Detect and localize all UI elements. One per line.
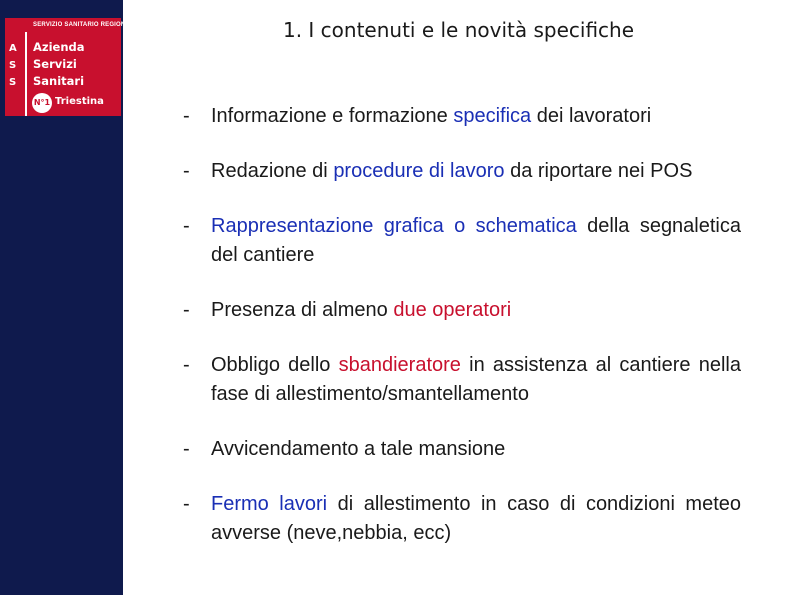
bullet-text: di allestimento in caso di condizioni meteo avverse (neve,nebbia, ecc) bbox=[211, 493, 741, 544]
logo-acronym bbox=[9, 40, 21, 91]
bullet-dash: - bbox=[183, 105, 190, 127]
logo-badge: N°1 bbox=[32, 93, 52, 113]
bullet-highlight-text: sbandieratore bbox=[338, 354, 461, 376]
bullet-item bbox=[183, 351, 741, 409]
bullet-item bbox=[183, 102, 741, 131]
bullet-item bbox=[183, 490, 741, 548]
slide-title: 1. I contenuti e le novità specifiche bbox=[282, 18, 635, 42]
bullet-highlight-text: due operatori bbox=[393, 299, 512, 321]
bullet-dash: - bbox=[183, 493, 190, 515]
logo-divider bbox=[25, 32, 27, 116]
bullet-text: Presenza di almeno bbox=[211, 299, 394, 321]
bullet-dash: - bbox=[183, 215, 190, 237]
bullet-dash: - bbox=[183, 438, 190, 460]
bullet-text: da riportare nei POS bbox=[504, 160, 693, 182]
logo-letter: S bbox=[9, 60, 17, 71]
bullet-item bbox=[183, 435, 741, 464]
bullet-text: dei lavoratori bbox=[531, 105, 652, 127]
bullet-list bbox=[183, 102, 741, 574]
bullet-dash: - bbox=[183, 354, 190, 376]
logo-header-text: SERVIZIO SANITARIO REGIONALE bbox=[33, 22, 139, 28]
logo-city: Triestina bbox=[55, 96, 104, 107]
sidebar-panel bbox=[0, 0, 139, 595]
logo-letter: A bbox=[9, 43, 17, 54]
logo-letter: S bbox=[9, 77, 17, 88]
bullet-highlight-text: procedure di lavoro bbox=[333, 160, 505, 182]
organization-logo bbox=[5, 18, 139, 116]
bullet-dash: - bbox=[183, 160, 190, 182]
bullet-text: Informazione e formazione bbox=[211, 105, 454, 127]
bullet-highlight-text: Rappresentazione grafica o schematica bbox=[211, 215, 577, 237]
logo-name-line: Servizi bbox=[33, 57, 77, 71]
bullet-text: della segnaletica del cantiere bbox=[211, 215, 741, 266]
bullet-item bbox=[183, 157, 741, 186]
bullet-dash: - bbox=[183, 299, 190, 321]
bullet-text: Avvicendamento a tale mansione bbox=[211, 438, 506, 460]
bullet-text: Obbligo dello bbox=[211, 354, 339, 376]
logo-name bbox=[33, 39, 85, 90]
bullet-text: Redazione di bbox=[211, 160, 334, 182]
bullet-item bbox=[183, 296, 741, 325]
bullet-text: in assistenza al cantiere nella fase di allestimento/smantellamento bbox=[211, 354, 741, 405]
logo-name-line: Azienda bbox=[33, 40, 85, 54]
bullet-item bbox=[183, 212, 741, 270]
bullet-highlight-text: specifica bbox=[453, 105, 532, 127]
logo-name-line: Sanitari bbox=[33, 74, 85, 88]
bullet-highlight-text: Fermo lavori bbox=[211, 493, 328, 515]
